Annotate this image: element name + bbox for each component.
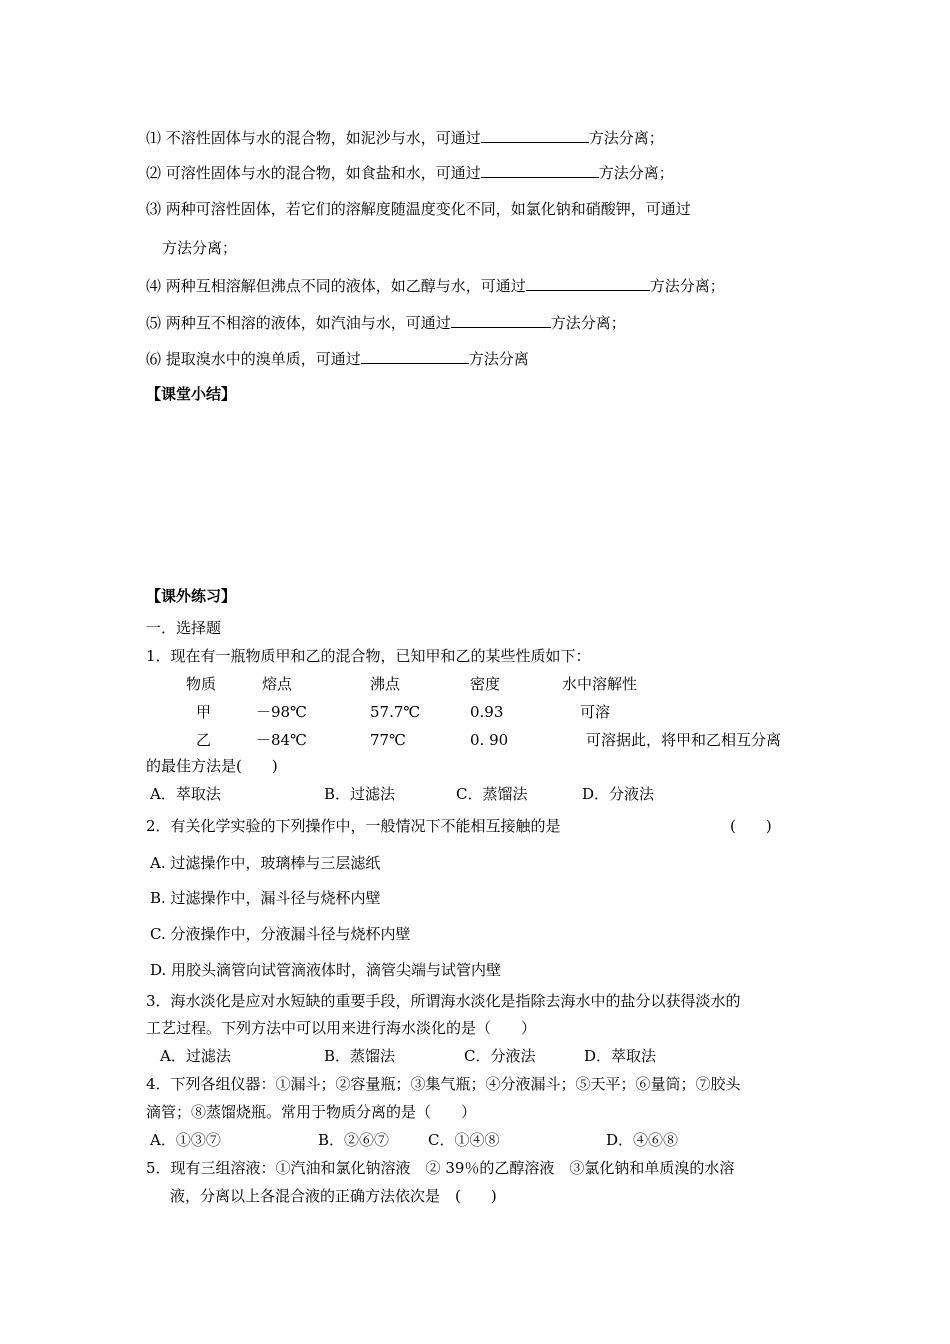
question-4-stem-cont: 滴管；⑧蒸馏烧瓶。常用于物质分离的是（ ） bbox=[146, 1103, 477, 1121]
table-cell: 57.7℃ bbox=[370, 703, 421, 721]
q2-answer-paren: ( ) bbox=[730, 817, 772, 835]
question-5-stem-cont: 液，分离以上各混合液的正确方法依次是 ( ) bbox=[170, 1187, 497, 1205]
question-2-stem: 2．有关化学实验的下列操作中，一般情况下不能相互接触的是 bbox=[146, 817, 561, 835]
q2-option-b: B. 过滤操作中，漏斗径与烧杯内壁 bbox=[150, 889, 381, 907]
fill-in-item-1: ⑴ 不溶性固体与水的混合物，如泥沙与水，可通过 方法分离； bbox=[146, 129, 664, 147]
table-cell: 可溶 bbox=[580, 703, 611, 721]
q1-option-c: C．蒸馏法 bbox=[456, 785, 528, 803]
question-3-stem: 3．海水淡化是应对水短缺的重要手段，所谓海水淡化是指除去海水中的盐分以获得淡水的 bbox=[146, 992, 741, 1010]
fill-in-item-4: ⑷ 两种互相溶解但沸点不同的液体，如乙醇与水，可通过 方法分离； bbox=[146, 277, 725, 295]
table-header-solubility: 水中溶解性 bbox=[562, 675, 638, 693]
table-header-melting: 熔点 bbox=[262, 675, 293, 693]
table-header-density: 密度 bbox=[470, 675, 501, 693]
q4-option-d: D．④⑥⑧ bbox=[606, 1131, 679, 1149]
table-cell: －98℃ bbox=[256, 703, 307, 721]
question-1-stem-cont: 的最佳方法是( ) bbox=[146, 757, 278, 775]
fill-in-item-3-cont: 方法分离； bbox=[162, 239, 238, 257]
table-cell: 可溶据此，将甲和乙相互分离 bbox=[586, 731, 782, 749]
table-cell: 77℃ bbox=[370, 731, 406, 749]
table-header-boiling: 沸点 bbox=[370, 675, 401, 693]
q2-option-d: D. 用胶头滴管向试管滴液体时，滴管尖端与试管内壁 bbox=[150, 961, 502, 979]
q1-option-a: A．萃取法 bbox=[150, 785, 221, 803]
table-header-substance: 物质 bbox=[186, 675, 217, 693]
q4-option-a: A．①③⑦ bbox=[150, 1131, 221, 1149]
answer-blank-6[interactable] bbox=[361, 348, 469, 364]
table-cell: 0.93 bbox=[470, 703, 504, 721]
answer-blank-4[interactable] bbox=[526, 275, 650, 291]
answer-blank-1[interactable] bbox=[481, 127, 589, 143]
summary-heading: 【课堂小结】 bbox=[146, 385, 237, 403]
q1-option-b: B．过滤法 bbox=[324, 785, 396, 803]
q4-option-b: B．②⑥⑦ bbox=[318, 1131, 390, 1149]
practice-heading: 【课外练习】 bbox=[146, 587, 237, 605]
q3-option-c: C．分液法 bbox=[464, 1047, 536, 1065]
q4-option-c: C．①④⑧ bbox=[428, 1131, 500, 1149]
q2-option-c: C. 分液操作中，分液漏斗径与烧杯内壁 bbox=[150, 925, 411, 943]
answer-blank-5[interactable] bbox=[451, 312, 551, 328]
q3-option-d: D．萃取法 bbox=[584, 1047, 657, 1065]
table-cell: 0. 90 bbox=[470, 731, 509, 749]
table-cell: 甲 bbox=[196, 703, 212, 721]
q2-option-a: A. 过滤操作中，玻璃棒与三层滤纸 bbox=[150, 854, 381, 872]
q3-option-a: A．过滤法 bbox=[160, 1047, 231, 1065]
table-cell: －84℃ bbox=[256, 731, 307, 749]
fill-in-item-3: ⑶ 两种可溶性固体，若它们的溶解度随温度变化不同，如氯化钠和硝酸钾，可通过 bbox=[146, 200, 691, 218]
section-title: 一．选择题 bbox=[146, 619, 222, 637]
fill-in-item-5: ⑸ 两种互不相溶的液体，如汽油与水，可通过 方法分离； bbox=[146, 314, 626, 332]
question-1-stem: 1．现在有一瓶物质甲和乙的混合物，已知甲和乙的某些性质如下： bbox=[146, 647, 591, 665]
question-5-stem: 5．现有三组溶液：①汽油和氯化钠溶液 ② 39％的乙醇溶液 ③氯化钠和单质溴的水溶 bbox=[146, 1159, 735, 1177]
question-3-stem-cont: 工艺过程。下列方法中可以用来进行海水淡化的是（ ） bbox=[146, 1019, 537, 1037]
question-4-stem: 4．下列各组仪器：①漏斗；②容量瓶；③集气瓶；④分液漏斗；⑤天平；⑥量筒；⑦胶头 bbox=[146, 1075, 741, 1093]
fill-in-item-2: ⑵ 可溶性固体与水的混合物，如食盐和水，可通过 方法分离； bbox=[146, 164, 674, 182]
q3-option-b: B．蒸馏法 bbox=[324, 1047, 396, 1065]
table-cell: 乙 bbox=[196, 731, 212, 749]
fill-in-item-6: ⑹ 提取溴水中的溴单质，可通过 方法分离 bbox=[146, 350, 529, 368]
q1-option-d: D．分液法 bbox=[582, 785, 655, 803]
answer-blank-2[interactable] bbox=[481, 162, 599, 178]
